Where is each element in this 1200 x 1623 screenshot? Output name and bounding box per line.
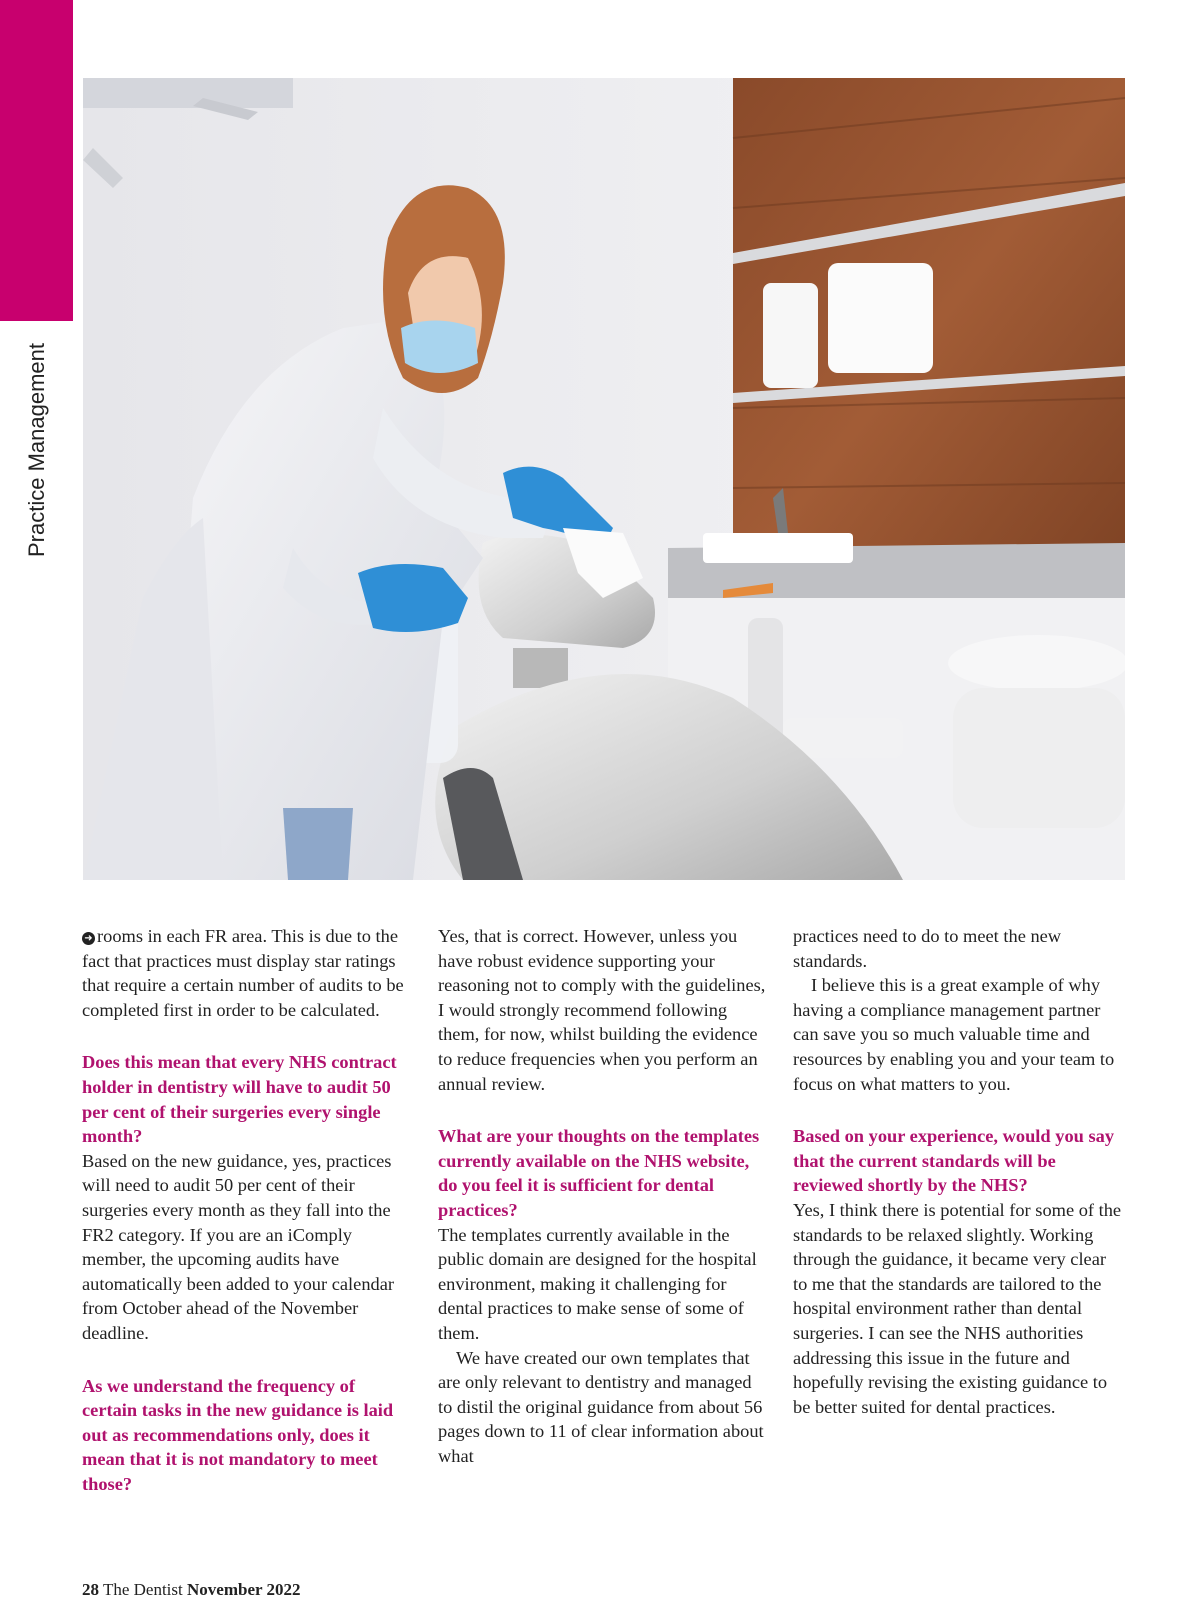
body-text: rooms in each FR area. This is due to the fact that practices must display star ratings that require a certain number of audits to be completed first in order to be calculated. [82, 926, 404, 1020]
page-number: 28 [82, 1580, 99, 1599]
section-color-tab [0, 0, 73, 321]
section-label-text: Practice Management [24, 343, 49, 557]
text-column-3 [793, 924, 1123, 1419]
body-paragraph: Yes, I think there is potential for some of the standards to be relaxed slightly. Working through the guidance, it became very clear to me that the standards are tailored to the hospital environment rather than dental surgeries. I can see the NHS authorities addressing this issue in the future and hopefully revising the existing guidance to be better suited for dental practices. [793, 1199, 1122, 1417]
publication-name: The Dentist [102, 1580, 183, 1599]
dental-surgery-photo [83, 78, 1125, 880]
body-paragraph: I believe this is a great example of why having a compliance management partner can save you so much valuable time and resources by enabling you and your team to focus on what matters to you. [793, 975, 1115, 1094]
text-column-1 [82, 924, 412, 1496]
body-paragraph: practices need to do to meet the new standards. [793, 926, 1062, 971]
body-paragraph: The templates currently available in the public domain are designed for the hospital environment, making it challenging for dental practices to make sense of some of them. [438, 1224, 757, 1343]
page-footer [82, 1580, 300, 1600]
question-heading: Does this mean that every NHS contract holder in dentistry will have to audit 50 per cent of their surgeries every single month? [82, 1052, 397, 1147]
question-heading: As we understand the frequency of certain tasks in the new guidance is laid out as recommendations only, does it mean that it is not mandatory to meet those? [82, 1375, 394, 1494]
body-paragraph: Yes, that is correct. However, unless you have robust evidence supporting your reasoning not to comply with the guidelines, I would strongly recommend following them, for now, whilst building the evidence to reduce frequencies when you perform an annual review. [438, 926, 766, 1094]
section-label [2, 326, 72, 574]
issue-date: November 2022 [187, 1580, 301, 1599]
question-heading: What are your thoughts on the templates currently available on the NHS website, do you feel it is sufficient for dental practices? [438, 1126, 760, 1220]
body-paragraph [82, 924, 412, 1022]
body-paragraph: We have created our own templates that are only relevant to dentistry and managed to distil the original guidance from about 56 pages down to 11 of clear information about what [438, 1347, 764, 1466]
text-column-2 [438, 924, 768, 1468]
continued-arrow-icon: ➜ [82, 932, 95, 945]
body-paragraph: Based on the new guidance, yes, practices will need to audit 50 per cent of their surgeries every month as they fall into the FR2 category. If you are an iComply member, the upcoming audits have automatically been added to your calendar from October ahead of the November deadline. [82, 1150, 394, 1343]
question-heading: Based on your experience, would you say that the current standards will be reviewed shortly by the NHS? [793, 1126, 1115, 1196]
